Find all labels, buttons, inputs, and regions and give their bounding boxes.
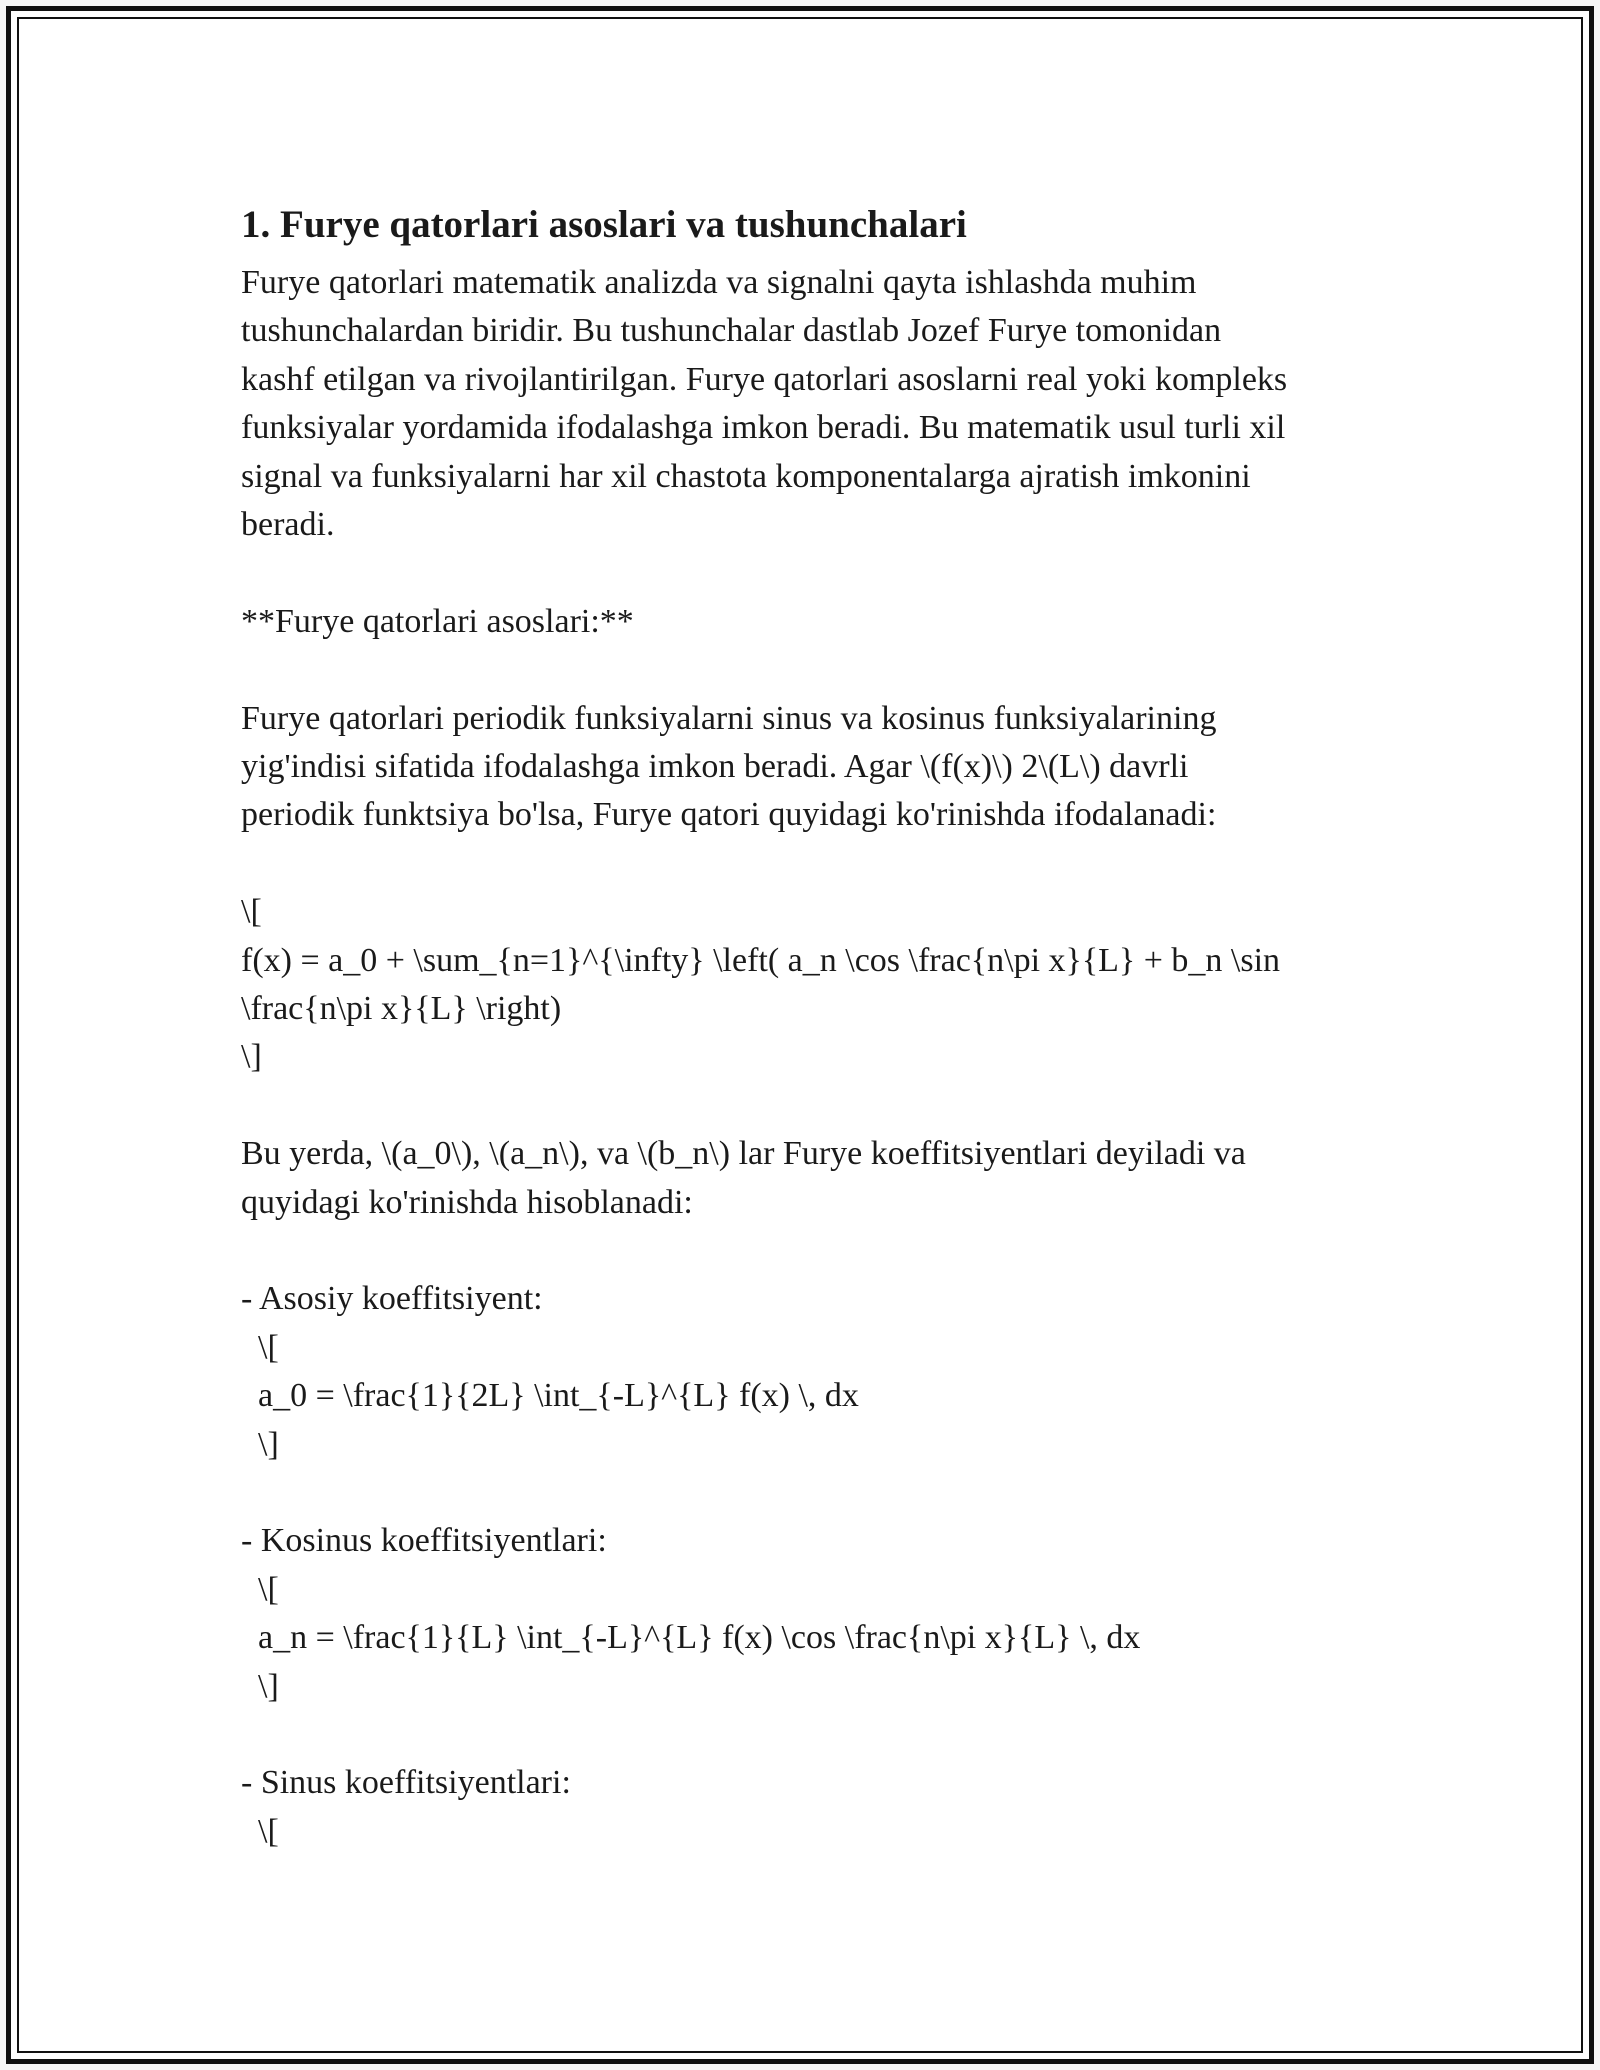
paragraph-gap [241,840,1411,888]
paragraph-gap [241,646,1411,694]
an-coefficient-item: - Kosinus koeffitsiyentlari: \[ a_n = \frac{1}{L} \int_{-L}^{L} f(x) \cos \frac{n\pi x}{L} \, dx \] [241,1522,1141,1705]
coefficients-intro-paragraph: Bu yerda, \(a_0\), \(a_n\), va \(b_n\) lar Furye koeffitsiyentlari deyiladi va quyidagi ko'rinishda hisoblanadi: [241,1135,1246,1221]
series-description-paragraph: Furye qatorlari periodik funksiyalarni sinus va kosinus funksiyalarining yig'indisi sifatida ifodalashga imkon beradi. Agar \(f(x)\) 2\(L\) davrli periodik funktsiya bo'lsa, Furye qatori quyidagi ko'rinishda ifodalanadi: [241,699,1217,834]
paragraph-gap [241,1469,1411,1517]
intro-paragraph: Furye qatorlari matematik analizda va signalni qayta ishlashda muhim tushunchalardan biridir. Bu tushunchalar dastlab Jozef Furye tomonidan kashf etilgan va rivojlantirilgan. Furye qatorlari asoslarni real yoki kompleks funksiyalar yordamida ifodalashga imkon beradi. Bu matematik usul turli xil signal va funksiyalarni har xil chastota komponentalarga ajratish imkonini beradi. [241,264,1288,544]
paragraph-gap [241,1227,1411,1275]
paragraph-gap [241,1711,1411,1759]
document-content [241,191,1411,1856]
paragraph-gap [241,549,1411,597]
section-heading: 1. Furye qatorlari asoslari va tushunchalari [241,203,967,246]
a0-coefficient-item: - Asosiy koeffitsiyent: \[ a_0 = \frac{1}{2L} \int_{-L}^{L} f(x) \, dx \] [241,1280,859,1463]
fourier-series-formula: \[ f(x) = a_0 + \sum_{n=1}^{\infty} \left( a_n \cos \frac{n\pi x}{L} + b_n \sin \frac{n\pi x}{L} \right) \] [241,893,1281,1076]
subheading-bold-markdown: **Furye qatorlari asoslari:** [241,602,634,640]
paragraph-gap [241,1082,1411,1130]
bn-coefficient-item: - Sinus koeffitsiyentlari: \[ [241,1764,571,1850]
page-frame [6,6,1594,2064]
